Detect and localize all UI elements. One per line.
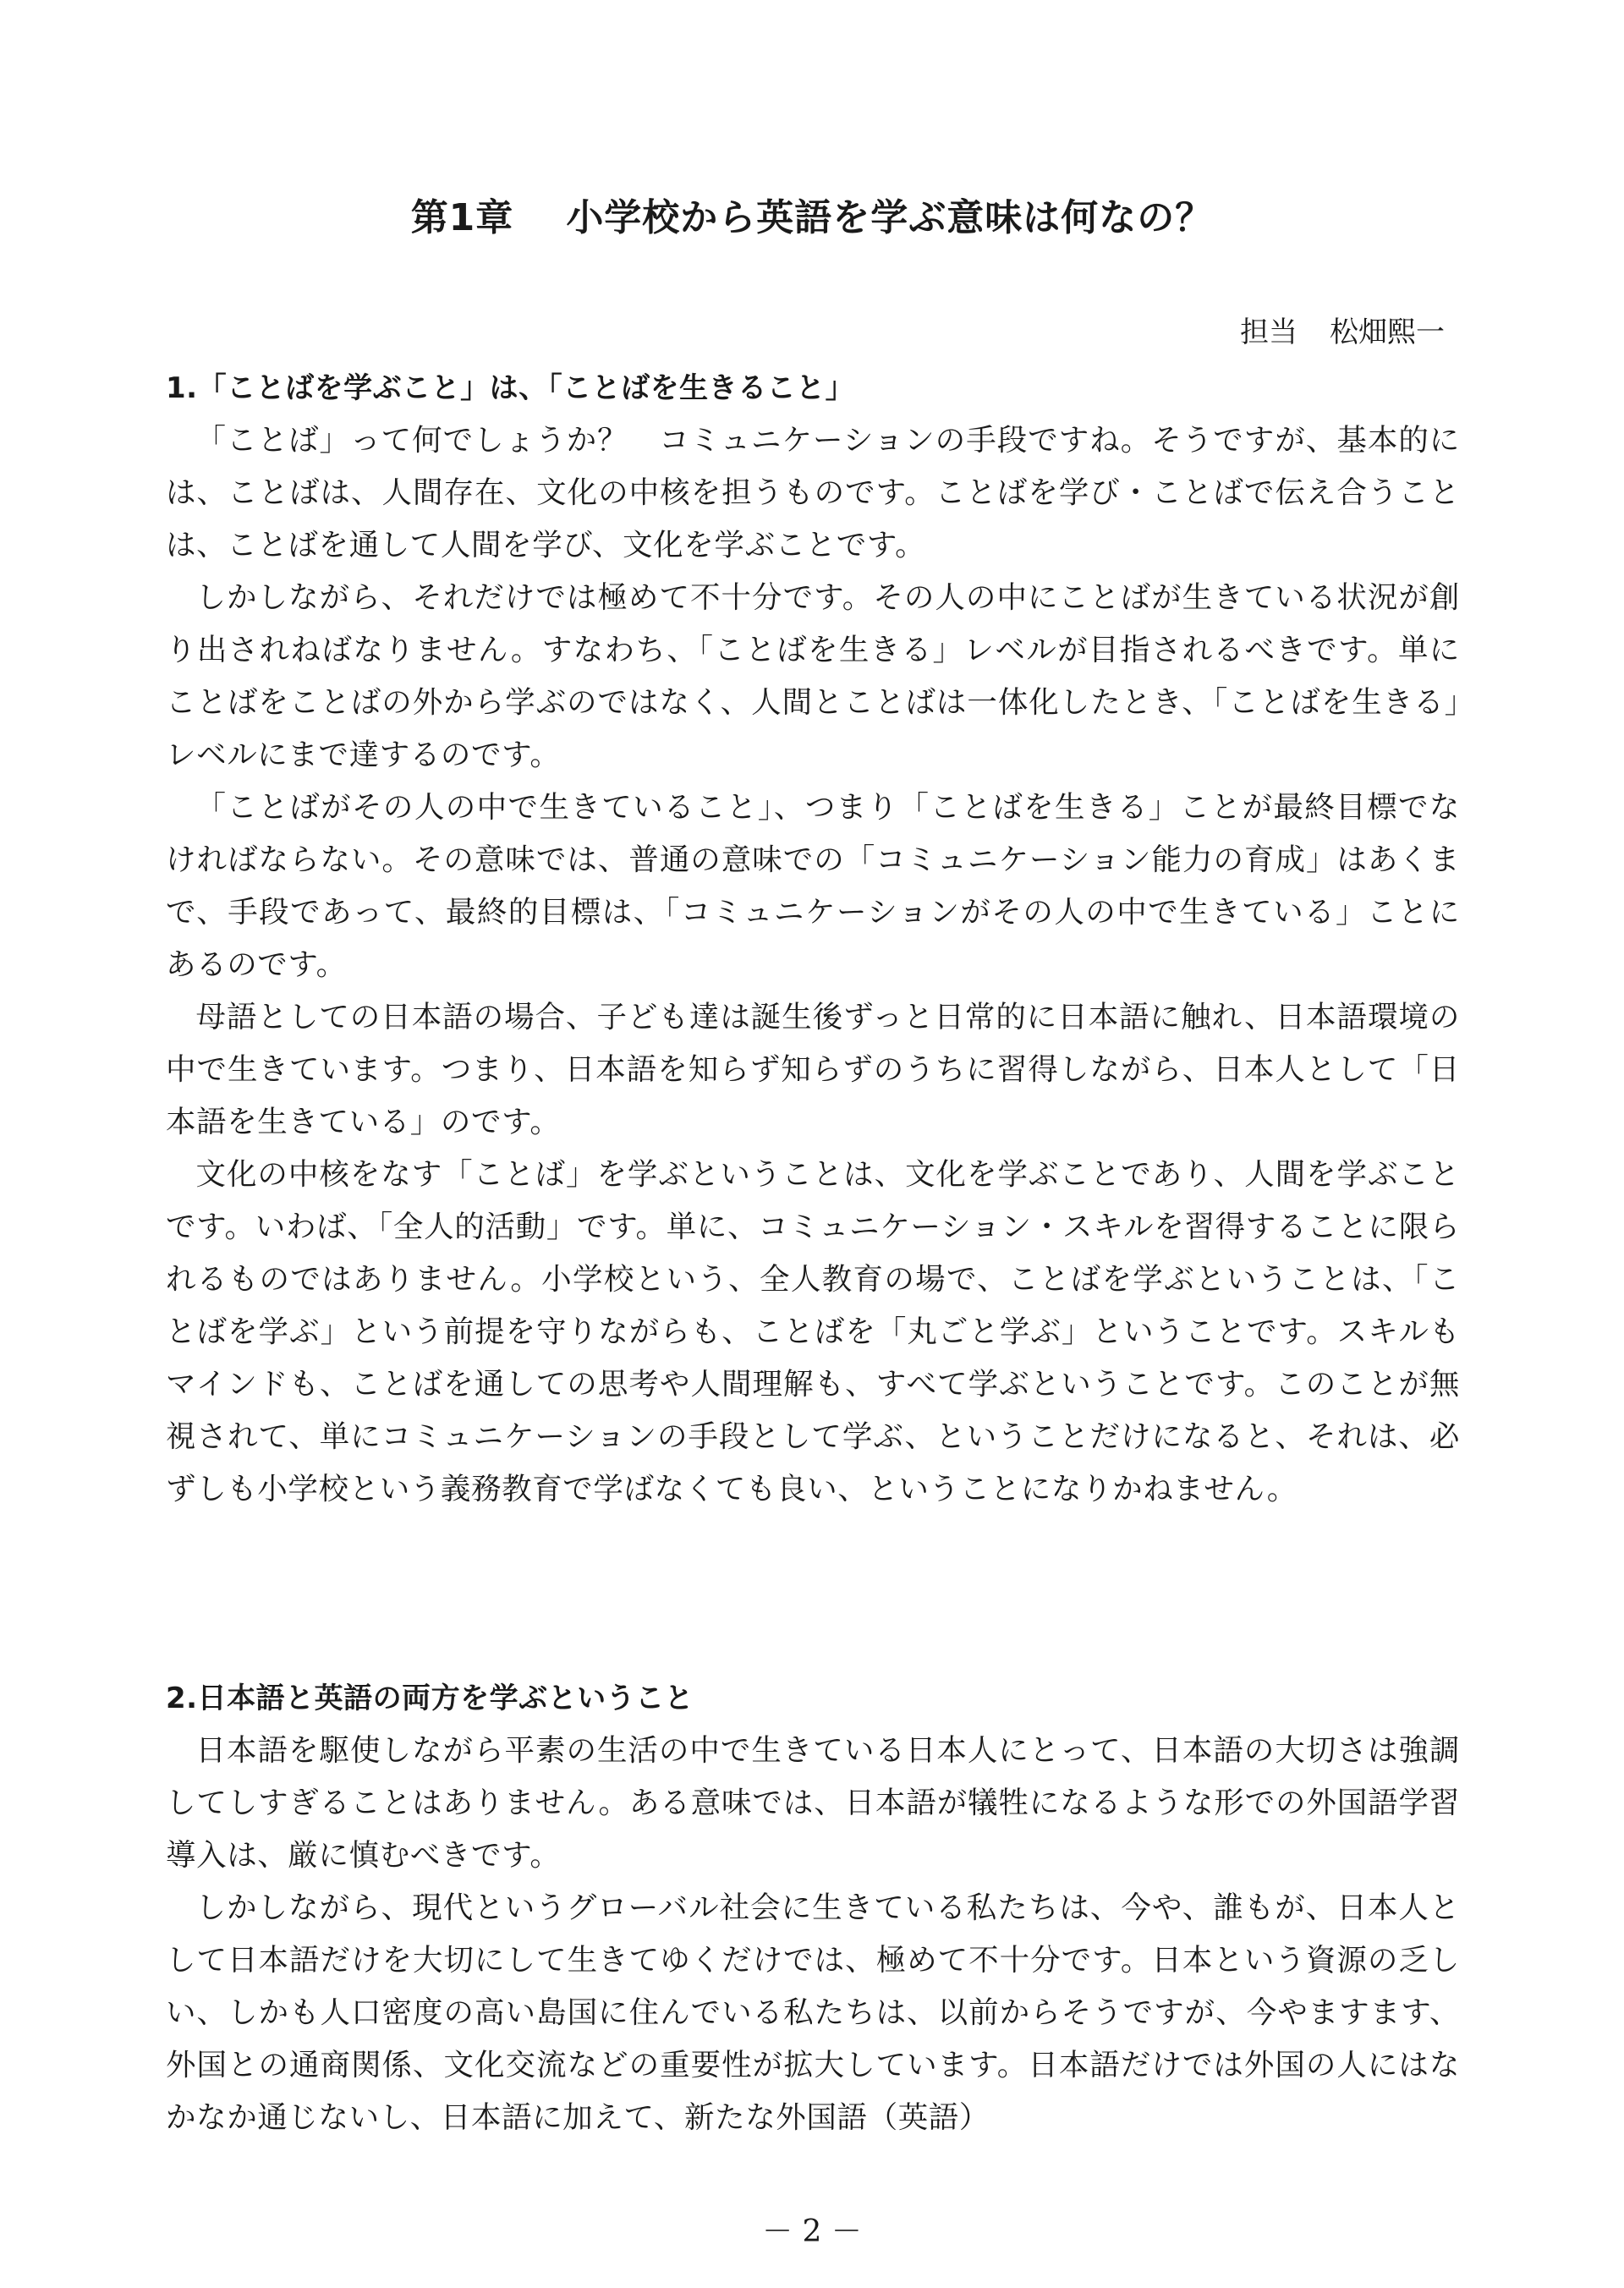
chapter-title [0, 193, 1624, 244]
author-role: 担当 [1240, 315, 1298, 349]
author-name: 松畑熙一 [1330, 315, 1445, 349]
paragraph: しかしながら、それだけでは極めて不十分です。その人の中にことばが生きている状況が創り出されねばなりません。すなわち、「ことばを生きる」レベルが目指されるべきです。単にことばをことばの外から学ぶのではなく、人間とことばは一体化したとき、「ことばを生きる」レベルにまで達するのです。 [166, 580, 1460, 772]
paragraph: 母語としての日本語の場合、子ども達は誕生後ずっと日常的に日本語に触れ、日本語環境の中で生きています。つまり、日本語を知らず知らずのうちに習得しながら、日本人として「日本語を生きている」のです。 [166, 1000, 1460, 1139]
chapter-title-text: 小学校から英語を学ぶ意味は何なの？ [566, 196, 1214, 239]
paragraph: 「ことば」って何でしょうか？ コミュニケーションの手段ですね。そうですが、基本的には、ことばは、人間存在、文化の中核を担うものです。ことばを学び・ことばで伝え合うことは、ことばを通して人間を学び、文化を学ぶことです。 [166, 423, 1460, 562]
paragraph: しかしながら、現代というグローバル社会に生きている私たちは、今や、誰もが、日本人として日本語だけを大切にして生きてゆくだけでは、極めて不十分です。日本という資源の乏しい、しかも人口密度の高い島国に住んでいる私たちは、以前からそうですが、今やますます、外国との通商関係、文化交流などの重要性が拡大しています。日本語だけでは外国の人にはなかなか通じないし、日本語に加えて、新たな外国語（英語） [166, 1890, 1460, 2135]
page-number: － 2 － [762, 2214, 862, 2249]
paragraph: 「ことばがその人の中で生きていること」、つまり「ことばを生きる」ことが最終目標でなければならない。その意味では、普通の意味での「コミュニケーション能力の育成」はあくまで、手段であって、最終的目標は、「コミュニケーションがその人の中で生きている」ことにあるのです。 [166, 790, 1460, 982]
section-heading: 2.日本語と英語の両方を学ぶということ [166, 1682, 694, 1715]
author-line [1240, 311, 1445, 354]
section-2 [166, 1672, 1460, 2144]
paragraph: 文化の中核をなす「ことば」を学ぶということは、文化を学ぶことであり、人間を学ぶことです。いわば、「全人的活動」です。単に、コミュニケーション・スキルを習得することに限られるものではありません。小学校という、全人教育の場で、ことばを学ぶということは、「ことばを学ぶ」という前提を守りながらも、ことばを「丸ごと学ぶ」ということです。スキルもマインドも、ことばを通しての思考や人間理解も、すべて学ぶということです。このことが無視されて、単にコミュニケーションの手段として学ぶ、ということだけになると、それは、必ずしも小学校という義務教育で学ばなくても良い、ということになりかねません。 [166, 1157, 1460, 1506]
section-1 [166, 362, 1460, 1516]
chapter-number: 第1章 [410, 196, 514, 239]
paragraph: 日本語を駆使しながら平素の生活の中で生きている日本人にとって、日本語の大切さは強調してしすぎることはありません。ある意味では、日本語が犠牲になるような形での外国語学習導入は、厳に慎むべきです。 [166, 1733, 1460, 1873]
section-heading: 1.「ことばを学ぶこと」は、「ことばを生きること」 [166, 371, 855, 405]
